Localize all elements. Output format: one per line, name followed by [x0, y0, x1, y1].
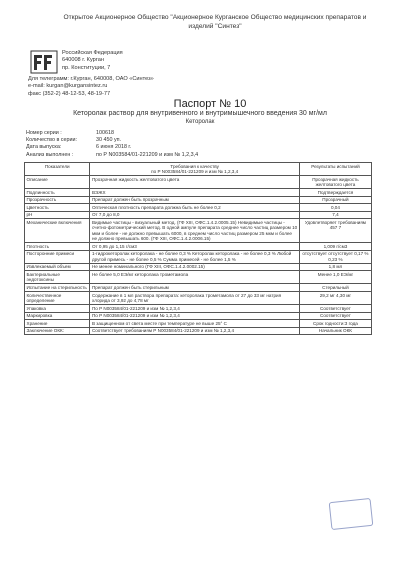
result-cell: Менее 1,0 ЕЭ/мг — [299, 271, 371, 284]
qty-label: Количество в серии: — [26, 137, 78, 144]
table-row — [25, 204, 372, 212]
requirement-cell: От 0,95 до 1,15 г/см3 — [90, 243, 299, 251]
stamp-icon — [329, 498, 374, 530]
postal-address: Для телеграмм: г.Курган, 640008, ОАО «Синтез» — [28, 76, 154, 82]
requirement-cell: 1-гидрокеторолак кеторолака - не более 0,3 % Кеторолак кеторолака - не более 0,3 % Любой другой примесь - не более 0,5 % Сумма примесей - не более 1,5 % — [90, 250, 299, 263]
requirement-cell: Оптическая плотность препарата должна быть не более 0,2 — [90, 204, 299, 212]
indicator-cell: Бактериальные эндотоксины — [25, 271, 90, 284]
organization-header — [40, 13, 390, 31]
indicator-cell: Хранение — [25, 320, 90, 328]
table-row — [25, 176, 372, 189]
header-requirements-title: Требования к качеству — [170, 163, 219, 169]
table-row — [25, 219, 372, 243]
requirement-cell: Не менее номинального (ГФ XIII, ОФС.1.4.2.0002.15) — [90, 263, 299, 271]
result-cell: отсутствует отсутствует 0,17 % 0,23 % — [299, 250, 371, 263]
qty-value: 30 450 уп. — [96, 137, 122, 144]
table-row — [25, 327, 372, 335]
requirement-cell: Препарат должен быть прозрачным — [90, 196, 299, 204]
table-row — [25, 284, 372, 292]
result-cell: Срок годности:3 года — [299, 320, 371, 328]
indicator-cell: Испытание на стерильность — [25, 284, 90, 292]
indicator-cell: pH — [25, 211, 90, 219]
date-label: Дата выпуска: — [26, 144, 62, 151]
table-row — [25, 211, 372, 219]
street: пр. Конституции, 7 — [62, 64, 111, 71]
series-label: Номер серии : — [26, 130, 62, 136]
result-cell: 0,04 — [299, 204, 371, 212]
requirement-cell: Прозрачная жидкость желтоватого цвета — [90, 176, 299, 189]
indicator-cell: Количественное определение — [25, 291, 90, 304]
product-name: Кеторолак раствор для внутривенного и внутримышечного введения 30 мг/мл — [73, 110, 327, 117]
table-row — [25, 312, 372, 320]
contact-block — [28, 76, 154, 98]
requirement-cell: По Р N003584/01-221209 и изм № 1,2,3,4 — [90, 304, 299, 312]
indicator-cell: Упаковка — [25, 304, 90, 312]
indicator-cell: Посторонние примеси — [25, 250, 90, 263]
requirement-cell: По Р N003584/01-221209 и изм № 1,2,3,4 — [90, 312, 299, 320]
table-row — [25, 263, 372, 271]
quality-table — [24, 162, 372, 335]
requirement-cell: Соответствует требованиям Р N003584/01-221209 и изм № 1,2,3,4 — [90, 327, 299, 335]
result-cell: Соответствует — [299, 312, 371, 320]
result-cell: 29,2 мг 4,30 мг — [299, 291, 371, 304]
email: e-mail: kurgan@kurgansintez.ru — [28, 83, 108, 90]
result-cell: Подтверждается — [299, 189, 371, 197]
header-requirements — [90, 163, 299, 176]
phone: факс (352-2) 48-12-53, 48-19-77 — [28, 90, 111, 97]
indicator-cell: Описание — [25, 176, 90, 189]
table-row — [25, 196, 372, 204]
series-value: 100618 — [96, 130, 114, 136]
indicator-cell: Подлинность — [25, 189, 90, 197]
result-cell: 7,4 — [299, 211, 371, 219]
indicator-cell: Цветность — [25, 204, 90, 212]
result-cell: Начальник ОКК — [299, 327, 371, 335]
requirement-cell: От 7,0 до 8,0 — [90, 211, 299, 219]
table-header-row — [25, 163, 372, 176]
result-cell: Соответствует — [299, 304, 371, 312]
table-row — [25, 250, 372, 263]
product-inn: Кеторолак — [185, 119, 215, 125]
requirement-cell: ВЭЖХ — [90, 189, 299, 197]
header-results: Результаты испытаний — [299, 163, 371, 176]
analysis-label: Анализ выполнен : — [26, 151, 74, 158]
header-requirements-ref: по Р N003584/01-221209 и изм № 1,2,3,4 — [151, 169, 239, 174]
requirement-cell: Содержание в 1 мл раствора препарата: кеторолака трометамола от 27 до 33 мг натрия хлорида от 3,92 до 4,78 мг — [90, 291, 299, 304]
table-row — [25, 320, 372, 328]
table-row — [25, 291, 372, 304]
table-row — [25, 271, 372, 284]
requirement-cell: Препарат должен быть стерильным — [90, 284, 299, 292]
batch-info — [26, 130, 198, 159]
table-row — [25, 189, 372, 197]
org-line-1: Открытое Акционерное Общество "Акционерное Курганское Общество медицинских препаратов и — [63, 14, 367, 21]
result-cell: 1,009 г/см3 — [299, 243, 371, 251]
table-row — [25, 243, 372, 251]
result-cell: Удовлетворяет требованиям 457 7 — [299, 219, 371, 243]
table-row — [25, 304, 372, 312]
indicator-cell: Плотность — [25, 243, 90, 251]
table-body — [25, 176, 372, 335]
result-cell: 1,8 мл — [299, 263, 371, 271]
requirement-cell: Не более 5,0 ЕЭ/мг кеторолака трометамола — [90, 271, 299, 284]
zip-city: 640008 г. Курган — [62, 57, 104, 64]
header-indicators: Показатели — [25, 163, 90, 176]
indicator-cell: Маркировка — [25, 312, 90, 320]
org-line-2: изделий "Синтез" — [188, 23, 242, 30]
company-logo-icon — [30, 48, 58, 76]
indicator-cell: Прозрачность — [25, 196, 90, 204]
result-cell: Прозрачный — [299, 196, 371, 204]
requirement-cell: В защищенном от света месте при температуре не выше 25° С — [90, 320, 299, 328]
document-title: Паспорт № 10 — [173, 98, 247, 110]
result-cell: Стерильный — [299, 284, 371, 292]
country: Российская Федерация — [62, 50, 123, 56]
indicator-cell: Заключение ОКК: — [25, 327, 90, 335]
requirement-cell: Видимые частицы - визуальный метод. (ГФ XIII, ОФС.1.4.2.0005.15) Невидимые частицы - счетно-фотометрический метод. В одной ампуле препарата среднее число частиц размером 10 мкм и более - не должно превышать 6000, в среднем число частиц размером 25 мкм и более не должно превышать 600. (ГФ XIII, ОФС.1.4.2.0006.15) — [90, 219, 299, 243]
result-cell: Прозрачная жидкость желтоватого цвета — [299, 176, 371, 189]
indicator-cell: Извлекаемый объем — [25, 263, 90, 271]
address-block — [62, 50, 123, 72]
indicator-cell: Механические включения — [25, 219, 90, 243]
date-value: 6 июня 2018 г. — [96, 144, 132, 151]
analysis-value: по Р N003584/01-221209 и изм № 1,2,3,4 — [96, 151, 199, 158]
